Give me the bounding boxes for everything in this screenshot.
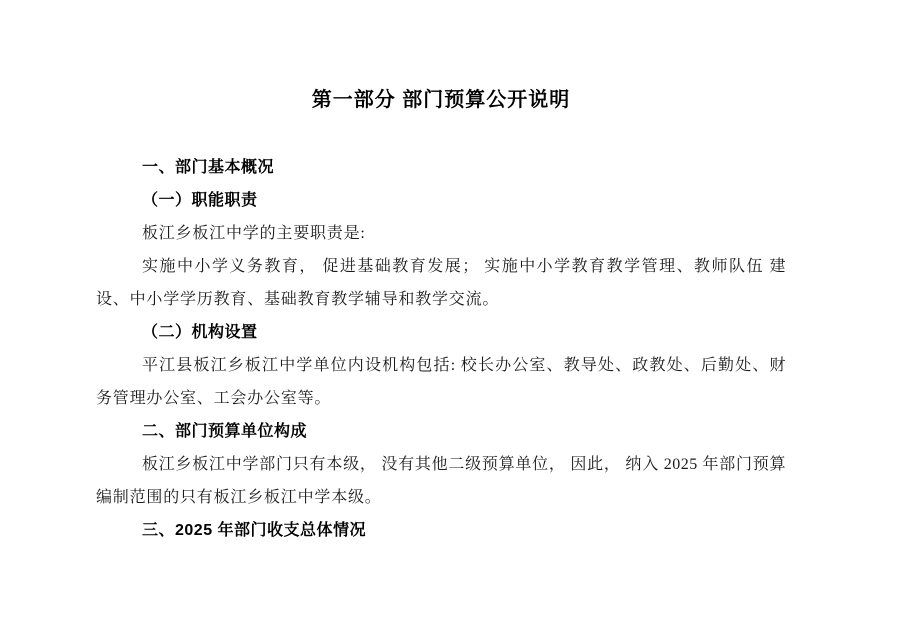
section-heading-3: 三、2025 年部门收支总体情况: [142, 522, 367, 539]
subsection-heading-1-2: （二）机构设置: [142, 324, 258, 341]
paragraph-line: 务管理办公室、工会办公室等。: [96, 390, 332, 407]
paragraph-line: 平江县板江乡板江中学单位内设机构包括: 校长办公室、教导处、政教处、后勤处、财: [142, 357, 786, 374]
paragraph-line: 板江乡板江中学的主要职责是:: [142, 225, 366, 242]
paragraph-line: 板江乡板江中学部门只有本级， 没有其他二级预算单位， 因此， 纳入 2025 年部门预算: [142, 456, 786, 473]
document-body: [96, 151, 786, 547]
section-heading-2: 二、部门预算单位构成: [142, 423, 308, 440]
paragraph-line: 实施中小学义务教育， 促进基础教育发展； 实施中小学教育教学管理、教师队伍 建: [142, 258, 786, 275]
page-title: 第一部分 部门预算公开说明: [311, 89, 571, 111]
section-heading-1: 一、部门基本概况: [142, 159, 275, 176]
paragraph-line: 编制范围的只有板江乡板江中学本级。: [96, 489, 382, 506]
paragraph-line: 设、中小学学历教育、基础教育教学辅导和教学交流。: [96, 291, 500, 308]
subsection-heading-1-1: （一）职能职责: [142, 192, 258, 209]
